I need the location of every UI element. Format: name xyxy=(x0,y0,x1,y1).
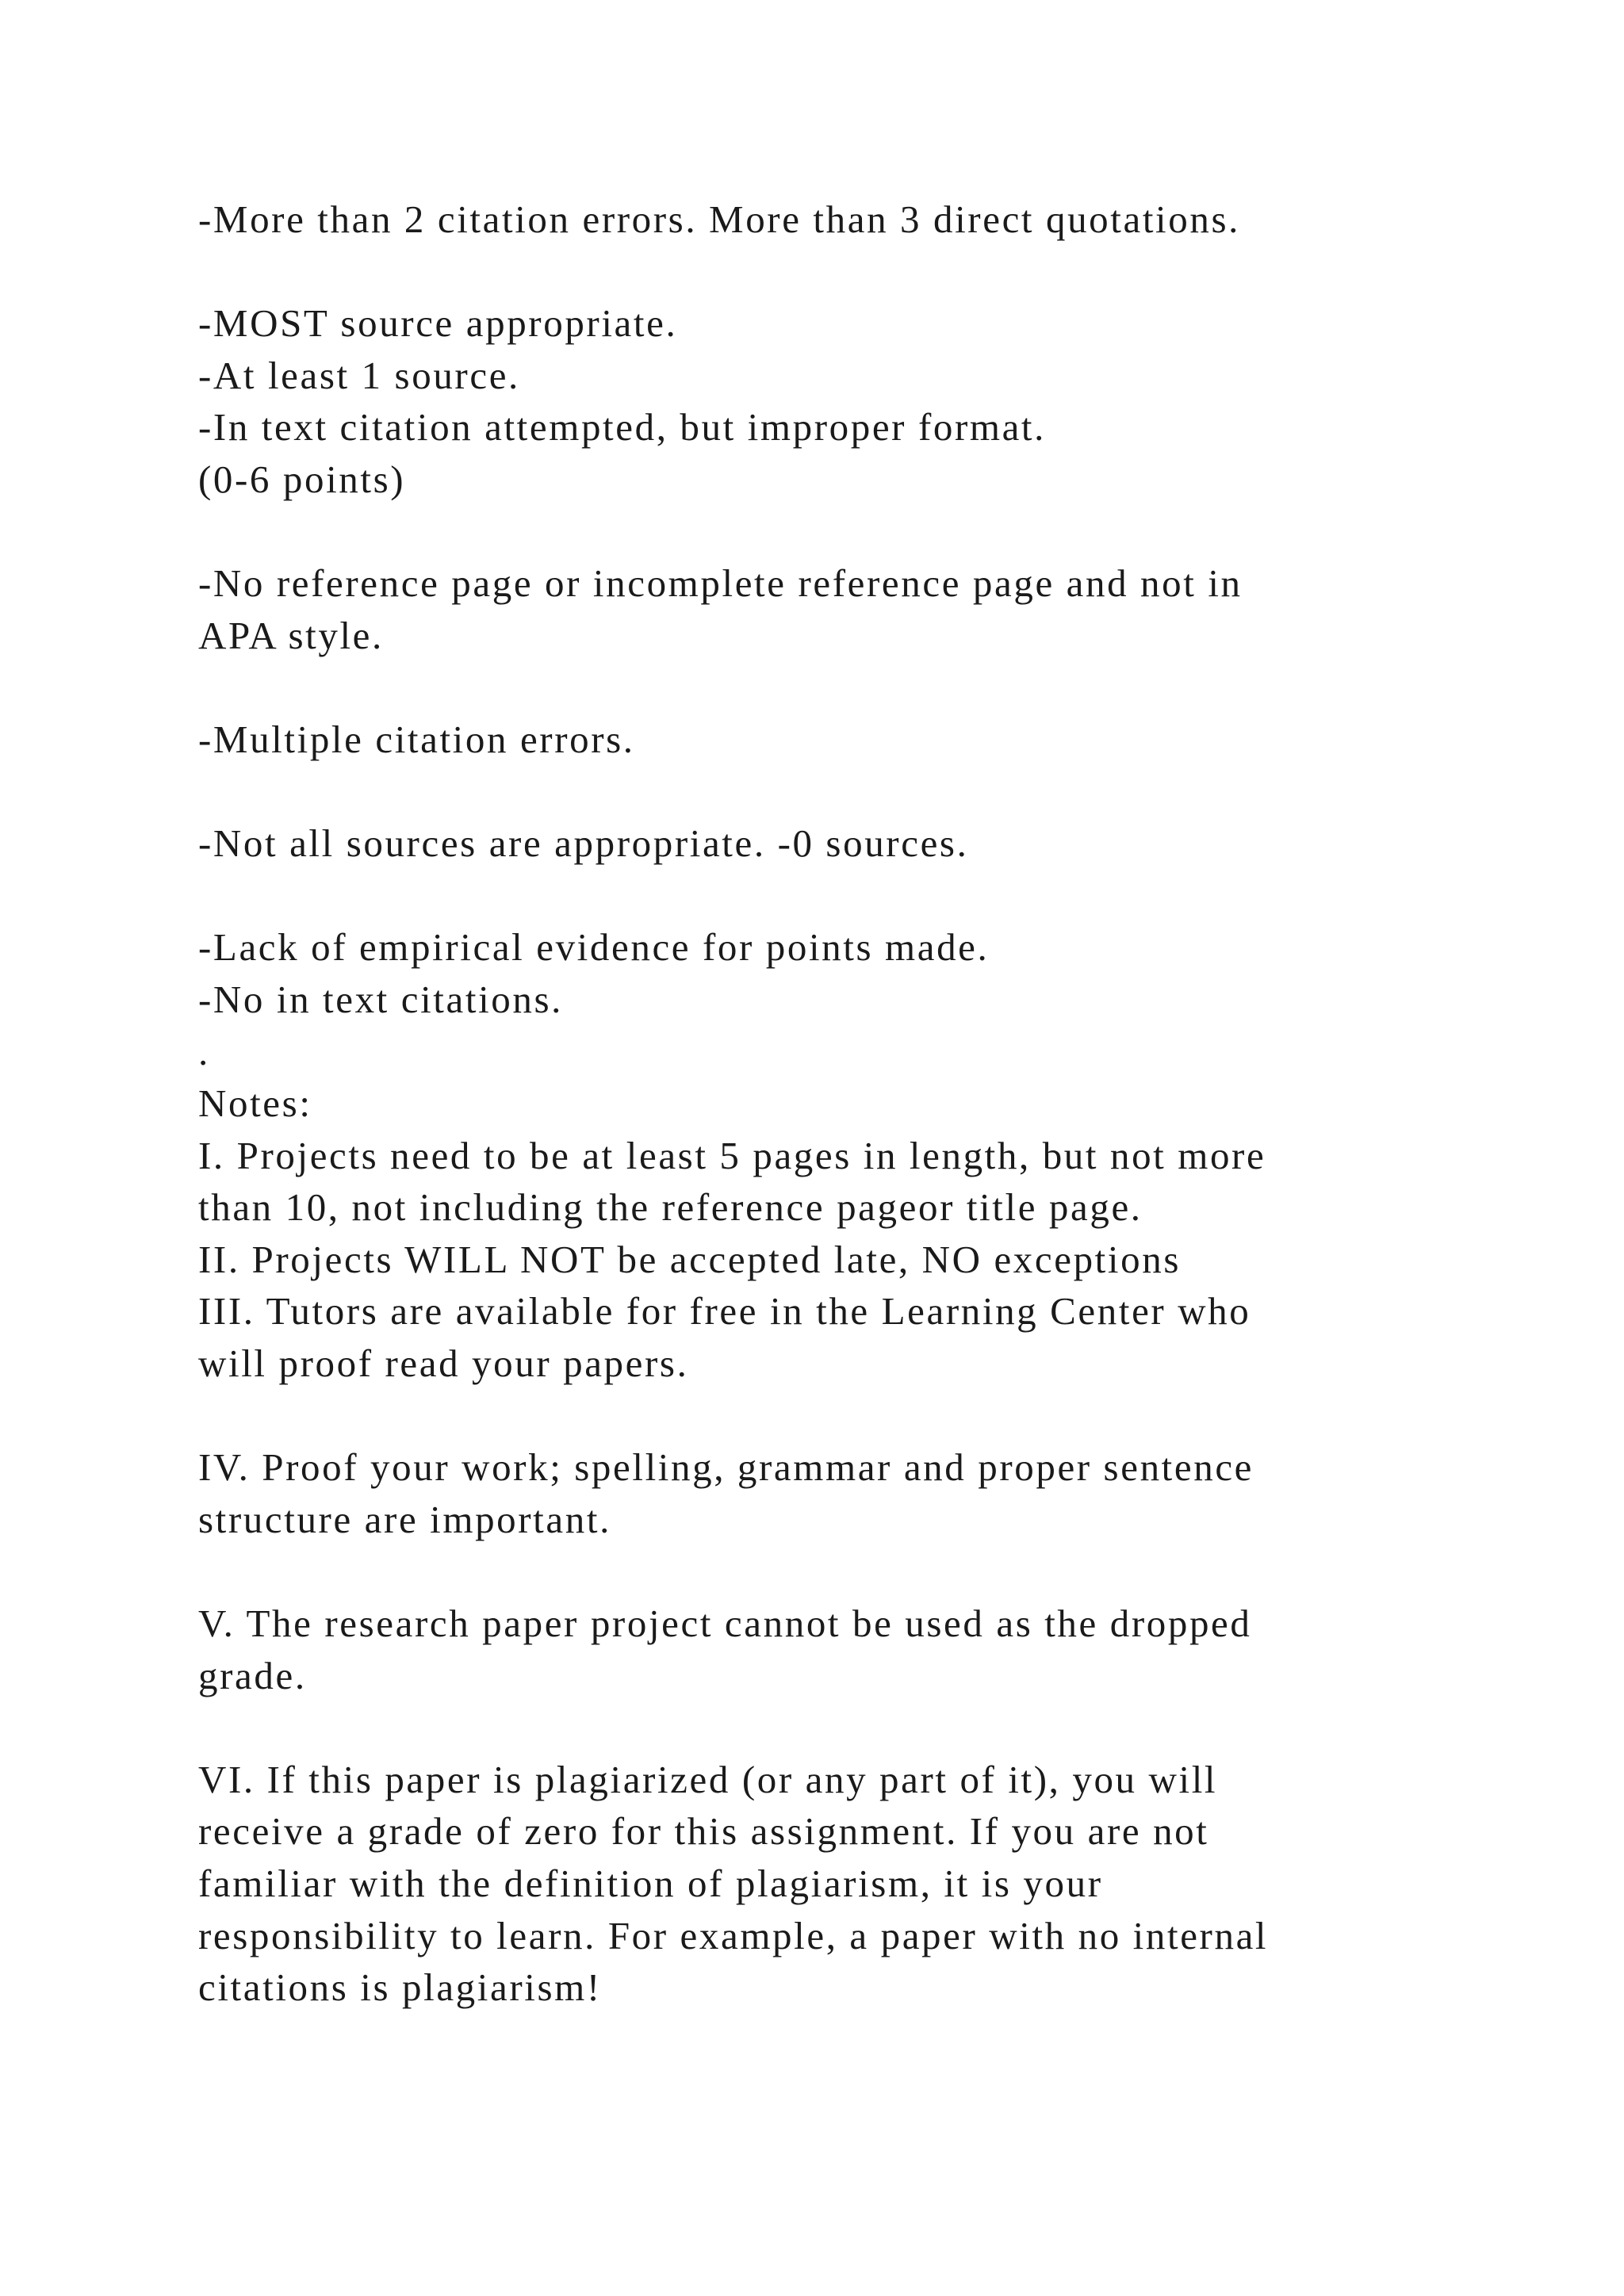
text-line: III. Tutors are available for free in the Learning Center who xyxy=(198,1289,1251,1334)
notes-heading: Notes: xyxy=(198,1081,312,1126)
blank-line xyxy=(198,506,1435,558)
text-line: -At least 1 source. xyxy=(198,353,520,397)
blank-line xyxy=(198,1545,1435,1598)
blank-line xyxy=(198,1701,1435,1754)
text-line: II. Projects WILL NOT be accepted late, NO exceptions xyxy=(198,1237,1181,1281)
blank-line xyxy=(198,870,1435,922)
text-line: will proof read your papers. xyxy=(198,1341,689,1386)
text-line: grade. xyxy=(198,1653,307,1697)
text-line: V. The research paper project cannot be used as the dropped xyxy=(198,1601,1252,1646)
text-line: familiar with the definition of plagiarism, it is your xyxy=(198,1862,1103,1905)
text-line: -No reference page or incomplete reference page and not in xyxy=(198,561,1243,606)
blank-line xyxy=(198,1390,1435,1442)
text-line: -More than 2 citation errors. More than 3 direct quotations. xyxy=(198,197,1240,241)
text-line: structure are important. xyxy=(198,1497,611,1541)
blank-line xyxy=(198,766,1435,818)
text-line: I. Projects need to be at least 5 pages in length, but not more xyxy=(198,1133,1266,1177)
text-line: -In text citation attempted, but improper format. xyxy=(198,405,1046,450)
text-line: than 10, not including the reference pageor title page. xyxy=(198,1185,1143,1230)
text-line: APA style. xyxy=(198,613,384,657)
text-line: responsibility to learn. For example, a paper with no internal xyxy=(198,1913,1269,1957)
text-line: receive a grade of zero for this assignment. If you are not xyxy=(198,1809,1209,1854)
document-body xyxy=(198,193,1435,2014)
text-line: -No in text citations. xyxy=(198,977,564,1021)
text-line: IV. Proof your work; spelling, grammar and proper sentence xyxy=(198,1445,1254,1490)
text-line: citations is plagiarism! xyxy=(198,1965,602,2010)
text-line: -Multiple citation errors. xyxy=(198,717,635,761)
text-line: VI. If this paper is plagiarized (or any part of it), you will xyxy=(198,1757,1218,1801)
blank-line xyxy=(198,246,1435,298)
text-line: (0-6 points) xyxy=(198,457,406,501)
text-line: -Lack of empirical evidence for points made. xyxy=(198,925,990,970)
text-line: . xyxy=(198,1029,210,1073)
blank-line xyxy=(198,661,1435,714)
text-line: -Not all sources are appropriate. -0 sources. xyxy=(198,821,969,866)
text-line: -MOST source appropriate. xyxy=(198,301,678,346)
